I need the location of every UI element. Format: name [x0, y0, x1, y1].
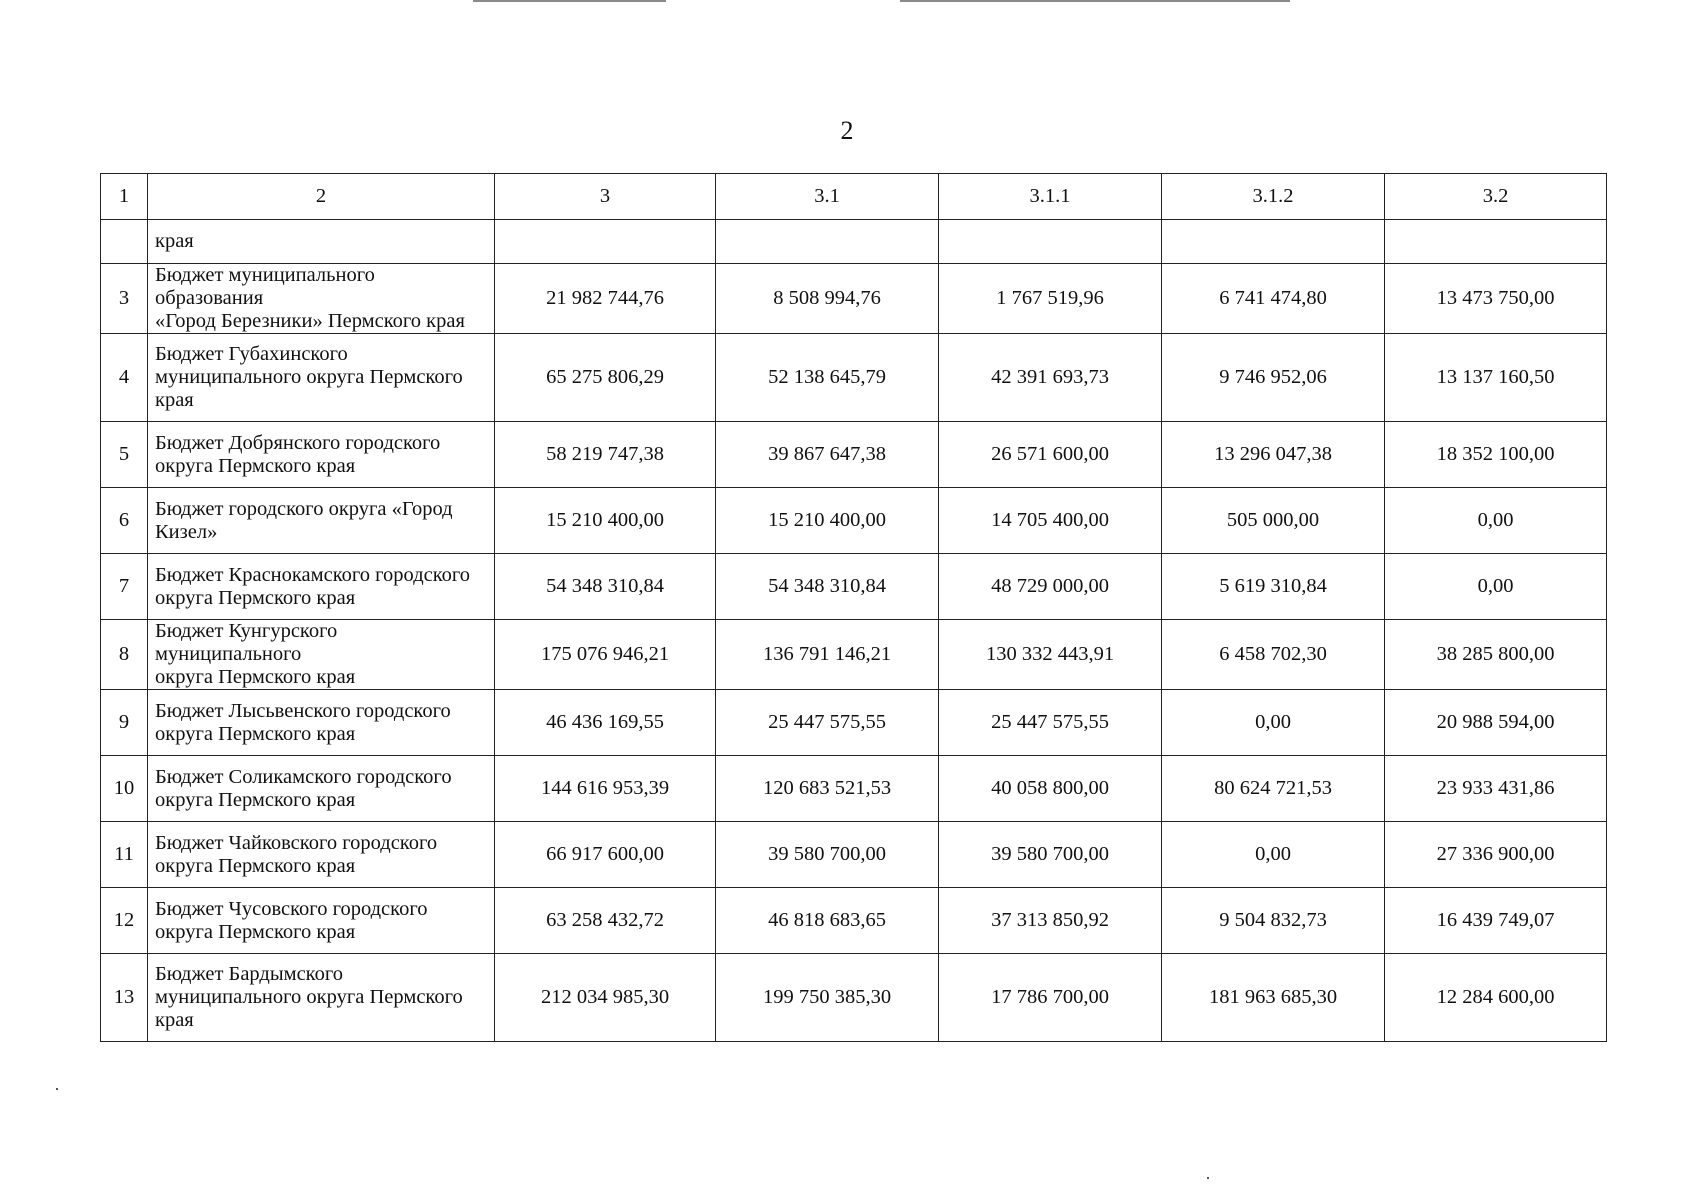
table-row: [101, 264, 1607, 334]
budget-name-cell: [148, 690, 495, 756]
budget-name-cell: [148, 954, 495, 1042]
value-cell: 39 580 700,00: [939, 822, 1162, 888]
budget-name-cell: [148, 888, 495, 954]
budget-name-line: Бюджет городского округа «Город: [155, 497, 453, 520]
value-cell: 27 336 900,00: [1385, 822, 1607, 888]
header-row: [101, 174, 1607, 220]
value-cell: 46 436 169,55: [495, 690, 716, 756]
table-row: [101, 690, 1607, 756]
value-cell: 1 767 519,96: [939, 264, 1162, 334]
budget-name-cell: [148, 488, 495, 554]
value-cell: 25 447 575,55: [939, 690, 1162, 756]
value-cell: 15 210 400,00: [716, 488, 939, 554]
budget-name-line: округа Пермского края: [155, 454, 356, 477]
value-cell: 6 741 474,80: [1162, 264, 1385, 334]
column-header: 3.1.1: [939, 174, 1162, 220]
budget-name-cell: [148, 264, 495, 334]
row-number-cell: 4: [101, 334, 148, 422]
budget-name-line: округа Пермского края: [155, 854, 356, 877]
row-number-cell: 8: [101, 620, 148, 690]
row-number-cell: 3: [101, 264, 148, 334]
table-row: [101, 822, 1607, 888]
value-cell: 54 348 310,84: [495, 554, 716, 620]
budget-name-line: округа Пермского края: [155, 586, 356, 609]
value-cell: 0,00: [1385, 554, 1607, 620]
row-number-cell: 5: [101, 422, 148, 488]
value-cell: 17 786 700,00: [939, 954, 1162, 1042]
value-cell: 80 624 721,53: [1162, 756, 1385, 822]
value-cell: 25 447 575,55: [716, 690, 939, 756]
page-number: 2: [840, 116, 854, 145]
budget-name-cell: [148, 756, 495, 822]
table-row: [101, 334, 1607, 422]
value-cell: 144 616 953,39: [495, 756, 716, 822]
budget-name-line: округа Пермского края: [155, 722, 356, 745]
column-header: 3: [495, 174, 716, 220]
row-number-cell: 6: [101, 488, 148, 554]
budget-name-line: Бюджет Краснокамского городского: [155, 563, 471, 586]
value-cell: 65 275 806,29: [495, 334, 716, 422]
value-cell: 16 439 749,07: [1385, 888, 1607, 954]
value-cell: 37 313 850,92: [939, 888, 1162, 954]
value-cell: 38 285 800,00: [1385, 620, 1607, 690]
value-cell: 26 571 600,00: [939, 422, 1162, 488]
budget-table: [100, 173, 1607, 1042]
row-number-cell: 12: [101, 888, 148, 954]
value-cell: [716, 220, 939, 264]
budget-name-line: края: [155, 389, 194, 411]
scan-artifact-line-left: [473, 0, 666, 2]
budget-name-line: округа Пермского края: [155, 920, 356, 943]
value-cell: [1385, 220, 1607, 264]
table-body: [101, 174, 1607, 1042]
value-cell: 40 058 800,00: [939, 756, 1162, 822]
value-cell: 0,00: [1162, 690, 1385, 756]
value-cell: 13 137 160,50: [1385, 334, 1607, 422]
value-cell: 212 034 985,30: [495, 954, 716, 1042]
budget-name-line: Бюджет Добрянского городского: [155, 431, 441, 454]
value-cell: [939, 220, 1162, 264]
table-row: [101, 488, 1607, 554]
value-cell: 46 818 683,65: [716, 888, 939, 954]
value-cell: 15 210 400,00: [495, 488, 716, 554]
column-header: 3.1.2: [1162, 174, 1385, 220]
scan-speck: [56, 1088, 58, 1090]
budget-name-line: муниципального округа Пермского: [155, 986, 463, 1008]
table-row: [101, 554, 1607, 620]
value-cell: [495, 220, 716, 264]
column-header: 3.1: [716, 174, 939, 220]
column-header: 1: [101, 174, 148, 220]
budget-name-line: Бюджет Лысьвенского городского: [155, 699, 451, 722]
value-cell: 42 391 693,73: [939, 334, 1162, 422]
value-cell: 21 982 744,76: [495, 264, 716, 334]
value-cell: 66 917 600,00: [495, 822, 716, 888]
value-cell: 14 705 400,00: [939, 488, 1162, 554]
value-cell: 54 348 310,84: [716, 554, 939, 620]
value-cell: 9 746 952,06: [1162, 334, 1385, 422]
budget-name-line: муниципального округа Пермского: [155, 366, 463, 388]
budget-name-line: Кизел»: [155, 520, 218, 543]
budget-name-line: округа Пермского края: [155, 666, 356, 688]
value-cell: 20 988 594,00: [1385, 690, 1607, 756]
row-number-cell: 10: [101, 756, 148, 822]
budget-name-line: края: [155, 1009, 194, 1031]
value-cell: 8 508 994,76: [716, 264, 939, 334]
budget-name-line: Бюджет Чайковского городского: [155, 831, 438, 854]
value-cell: 175 076 946,21: [495, 620, 716, 690]
value-cell: 199 750 385,30: [716, 954, 939, 1042]
value-cell: 63 258 432,72: [495, 888, 716, 954]
value-cell: 13 473 750,00: [1385, 264, 1607, 334]
value-cell: 23 933 431,86: [1385, 756, 1607, 822]
row-number-cell: 9: [101, 690, 148, 756]
value-cell: 52 138 645,79: [716, 334, 939, 422]
value-cell: 13 296 047,38: [1162, 422, 1385, 488]
table-row: [101, 888, 1607, 954]
value-cell: 9 504 832,73: [1162, 888, 1385, 954]
value-cell: 5 619 310,84: [1162, 554, 1385, 620]
budget-name-line: Бюджет Чусовского городского: [155, 897, 428, 920]
budget-name-cell: [148, 422, 495, 488]
value-cell: 58 219 747,38: [495, 422, 716, 488]
budget-name-cell: [148, 334, 495, 422]
column-header: 2: [148, 174, 495, 220]
row-number-cell: 13: [101, 954, 148, 1042]
continuation-row: [101, 220, 1607, 264]
scan-artifact-line-right: [900, 0, 1290, 2]
value-cell: 0,00: [1385, 488, 1607, 554]
scan-speck: [1207, 1177, 1209, 1179]
value-cell: 0,00: [1162, 822, 1385, 888]
budget-name-cell: [148, 554, 495, 620]
budget-name-line: Бюджет Губахинского: [155, 343, 348, 365]
budget-name-cell: края: [148, 220, 495, 264]
table-row: [101, 954, 1607, 1042]
value-cell: 181 963 685,30: [1162, 954, 1385, 1042]
budget-name-line: округа Пермского края: [155, 788, 356, 811]
value-cell: 12 284 600,00: [1385, 954, 1607, 1042]
value-cell: 505 000,00: [1162, 488, 1385, 554]
table-row: [101, 620, 1607, 690]
budget-name-line: Бюджет Соликамского городского: [155, 765, 452, 788]
column-header: 3.2: [1385, 174, 1607, 220]
table-row: [101, 756, 1607, 822]
value-cell: [1162, 220, 1385, 264]
value-cell: 39 867 647,38: [716, 422, 939, 488]
row-number-cell: [101, 220, 148, 264]
value-cell: 120 683 521,53: [716, 756, 939, 822]
value-cell: 6 458 702,30: [1162, 620, 1385, 690]
value-cell: 18 352 100,00: [1385, 422, 1607, 488]
budget-name-line: Бюджет муниципального образования: [155, 264, 375, 309]
row-number-cell: 7: [101, 554, 148, 620]
table-row: [101, 422, 1607, 488]
value-cell: 130 332 443,91: [939, 620, 1162, 690]
value-cell: 48 729 000,00: [939, 554, 1162, 620]
budget-name-line: «Город Березники» Пермского края: [155, 310, 465, 332]
budget-name-line: Бюджет Кунгурского муниципального: [155, 620, 338, 665]
value-cell: 39 580 700,00: [716, 822, 939, 888]
budget-name-line: Бюджет Бардымского: [155, 963, 343, 985]
budget-name-cell: [148, 822, 495, 888]
row-number-cell: 11: [101, 822, 148, 888]
budget-name-cell: [148, 620, 495, 690]
value-cell: 136 791 146,21: [716, 620, 939, 690]
